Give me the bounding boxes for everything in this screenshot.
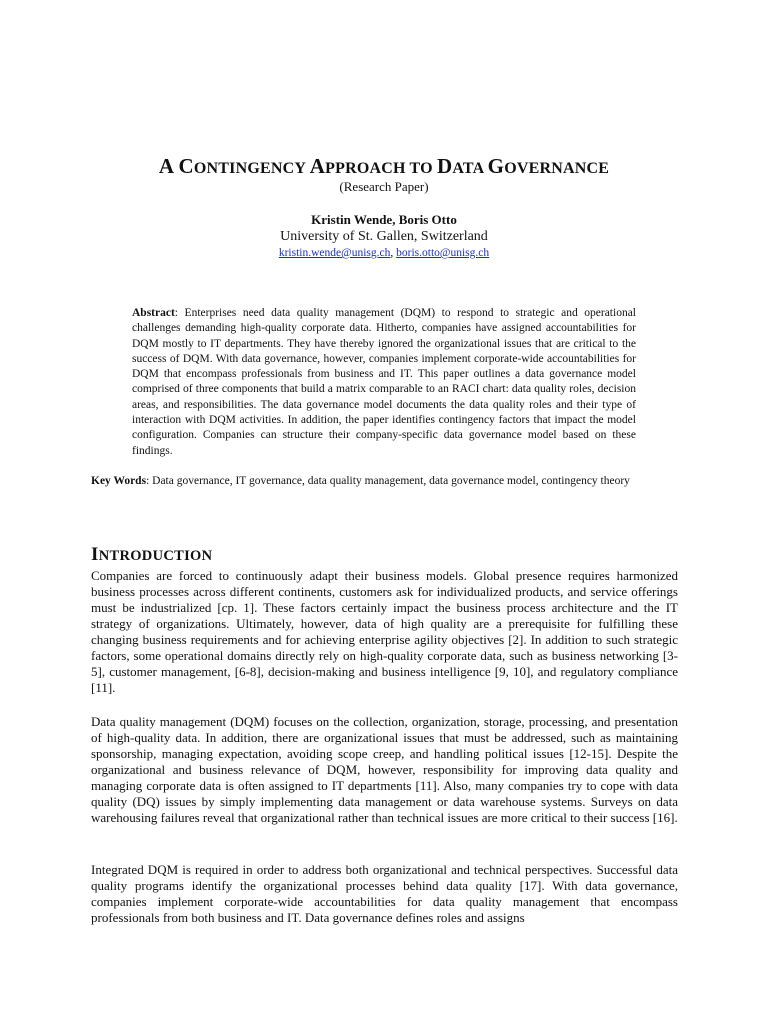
email-link-otto[interactable]: boris.otto@unisg.ch — [396, 247, 490, 259]
abstract-text: : Enterprises need data quality management (DQM) to respond to strategic and operational challenges demanding high-quality corporate data. Hitherto, companies have assigned accountabilities for DQM mostly to IT departments. They have thereby ignored the organizational issues that are critical to the success of DQM. With data governance, however, companies implement corporate-wide accountabilities for DQM that encompass professionals from business and IT. This paper outlines a data governance model comprised of three components that build a matrix comparable to an RACI chart: data quality roles, decision areas, and responsibilities. The data governance model documents the data quality roles and their type of interaction with DQM activities. In addition, the paper identifies contingency factors that impact the model configuration. Companies can structure their company-specific data governance model based on these findings. — [132, 307, 636, 457]
intro-paragraph-2: Data quality management (DQM) focuses on the collection, organization, storage, processing, and presentation of high-quality data. In addition, there are organizational issues that must be addressed, such as maintaining sponsorship, managing expectation, avoiding scope creep, and handling political issues [12-15]. Despite the organizational and business relevance of DQM, however, responsibility for improving data quality and managing corporate data is often assigned to IT departments [11]. Also, many companies try to cope with data quality (DQ) issues by simply implementing data management or data warehouse systems. Surveys on data warehousing failures reveal that organizational rather than technical issues are more critical to their success [16]. — [91, 714, 678, 825]
author-emails — [0, 247, 768, 259]
intro-paragraph-3: Integrated DQM is required in order to address both organizational and technical perspectives. Successful data quality programs identify the organizational processes behind data quality [17]. With data governance, companies implement corporate-wide accountabilities for data quality management that encompass professionals from both business and IT. Data governance defines roles and assigns — [91, 862, 678, 925]
paper-subtitle: (Research Paper) — [339, 179, 429, 194]
abstract — [132, 306, 636, 459]
abstract-label: Abstract — [132, 307, 175, 319]
keywords-text: : Data governance, IT governance, data quality management, data governance model, contingency theory — [146, 475, 630, 487]
paper-title: A CONTINGENCY APPROACH TO DATA GOVERNANCE — [158, 154, 610, 178]
email-link-wende[interactable]: kristin.wende@unisg.ch — [278, 247, 391, 259]
keywords — [91, 474, 678, 489]
paper-affiliation: University of St. Gallen, Switzerland — [280, 229, 488, 244]
email-separator: , — [390, 247, 397, 259]
section-heading-introduction: INTRODUCTION — [91, 544, 213, 565]
paper-authors: Kristin Wende, Boris Otto — [311, 212, 457, 227]
intro-paragraph-1: Companies are forced to continuously adapt their business models. Global presence requires harmonized business processes across different continents, customers ask for individualized products, and service offerings must be industrialized [cp. 1]. These factors certainly impact the business process architecture and the IT strategy of organizations. Ultimately, however, data of high quality are a prerequisite for fulfilling these changing business requirements and for achieving enterprise agility objectives [2]. In addition to such strategic factors, some operational domains directly rely on high-quality corporate data, such as business networking [3-5], customer management, [6-8], decision-making and business intelligence [9, 10], and regulatory compliance [11]. — [91, 568, 678, 695]
keywords-label: Key Words — [91, 475, 147, 487]
